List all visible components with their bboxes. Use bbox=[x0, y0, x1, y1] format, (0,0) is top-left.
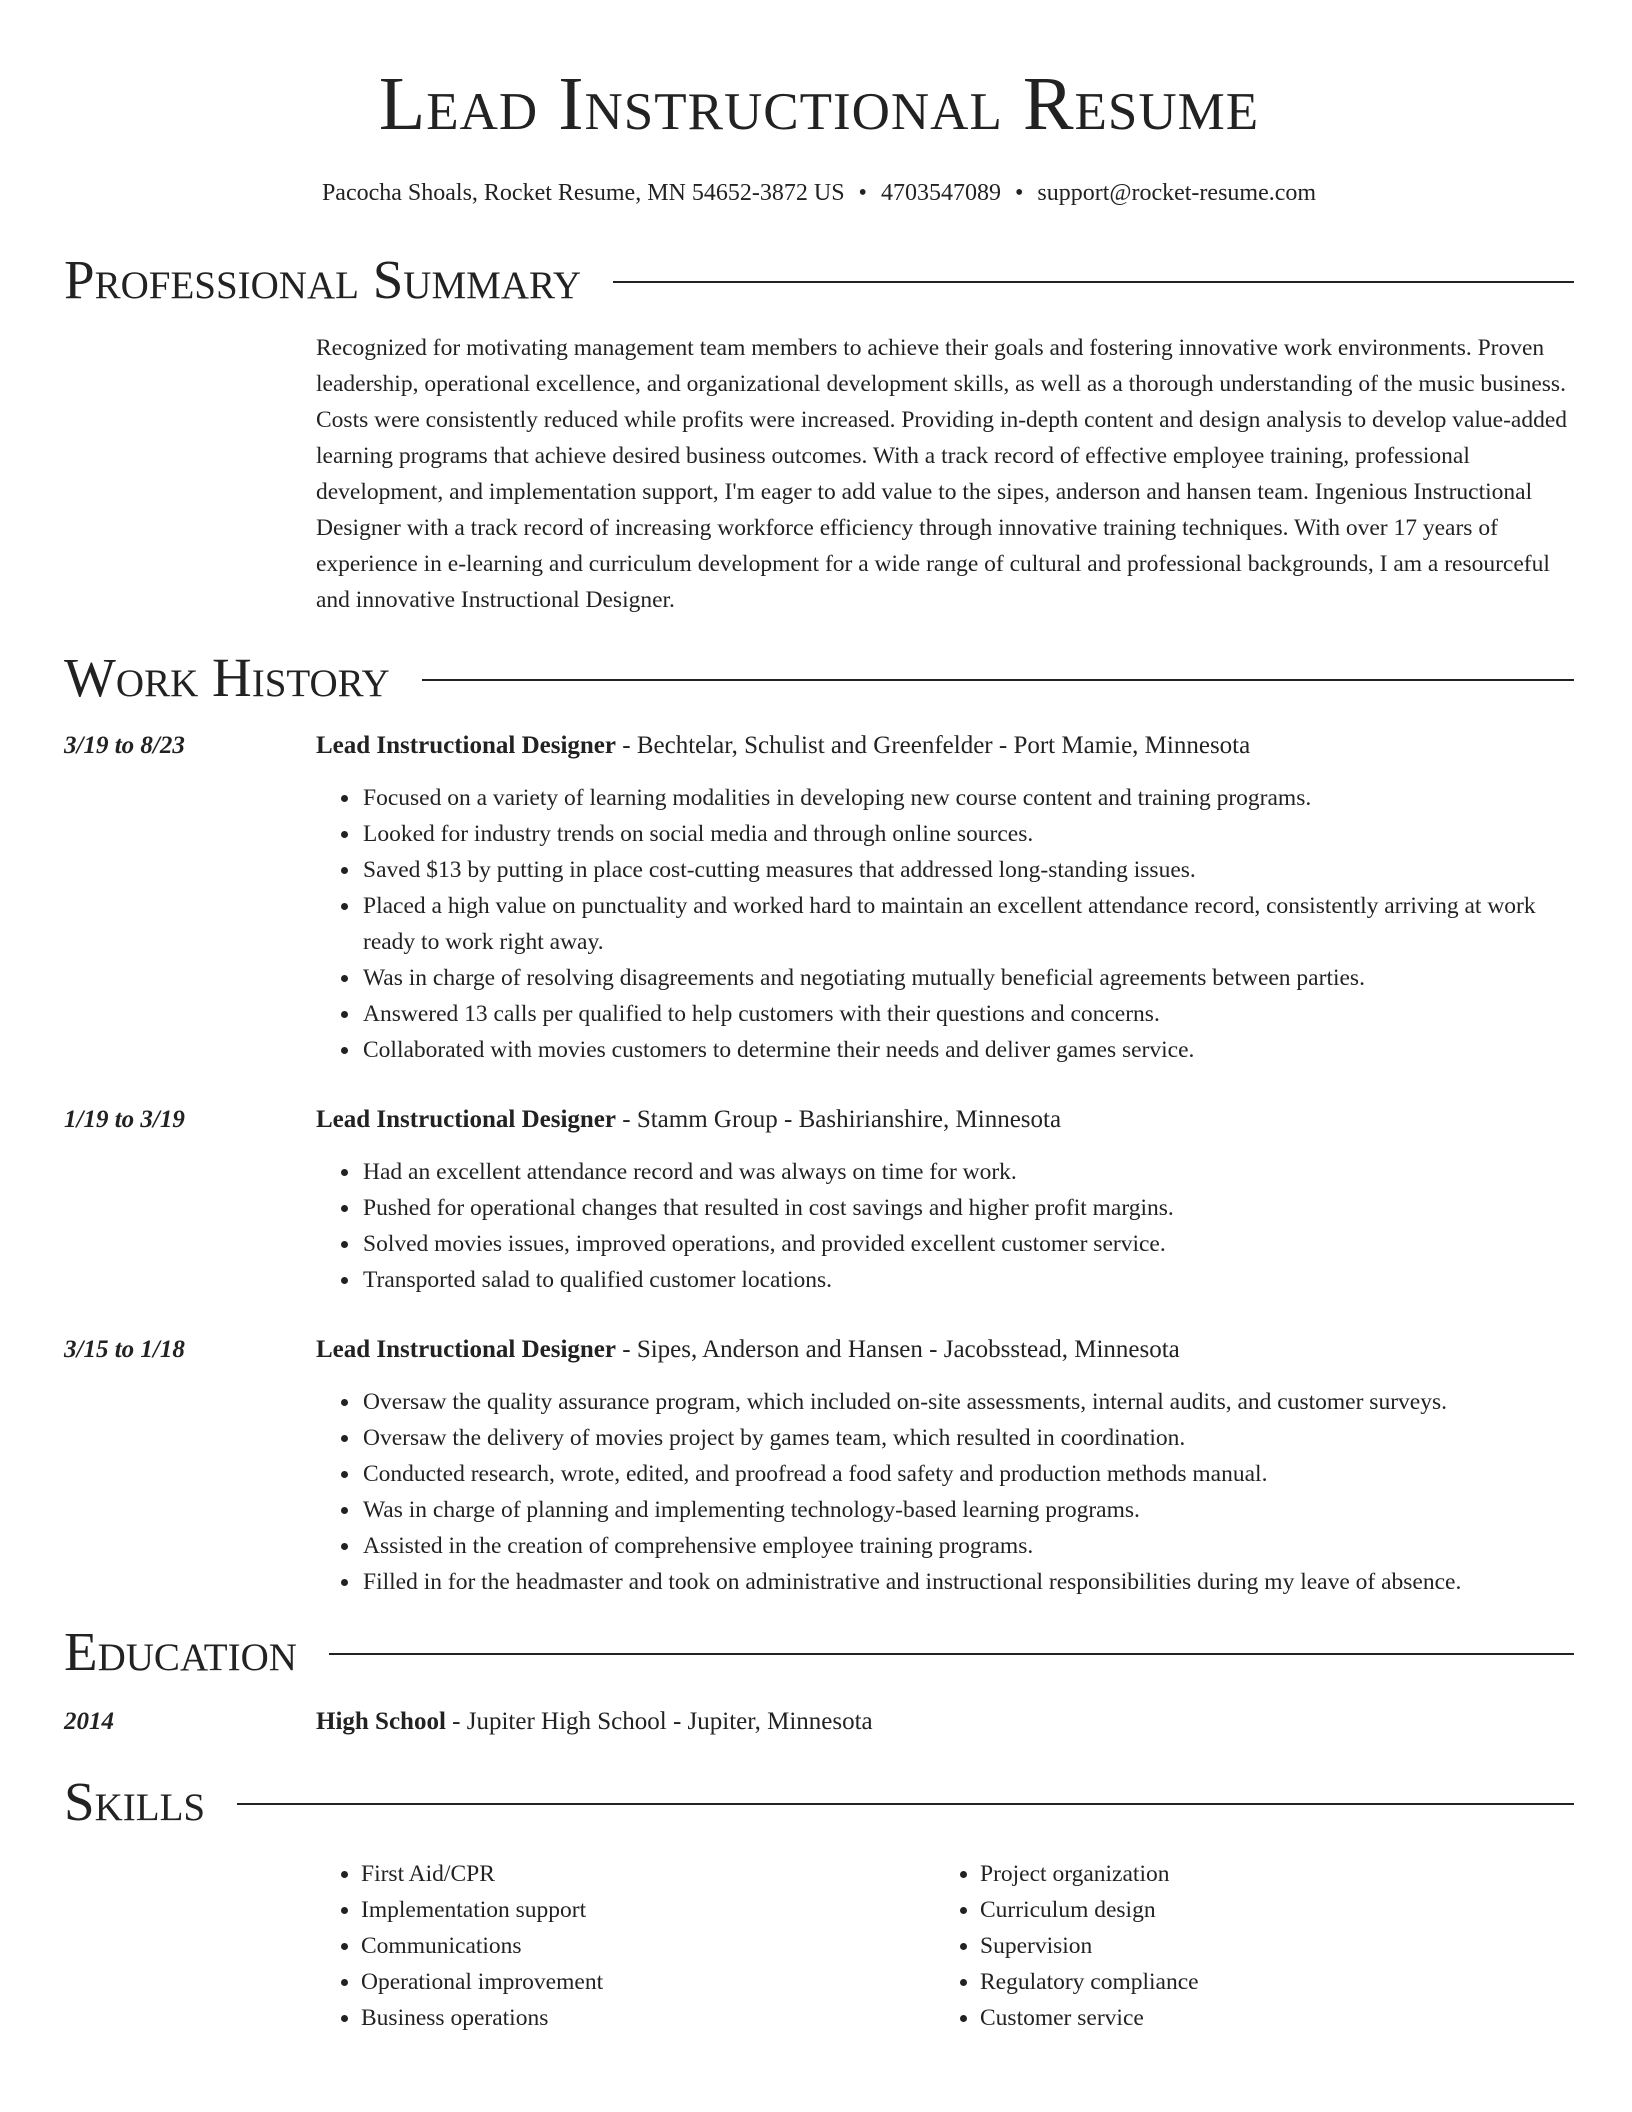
job-bullet-list bbox=[64, 780, 1574, 1068]
job-entry bbox=[64, 728, 1574, 1068]
skill-item: • Customer service bbox=[980, 2000, 1554, 2036]
job-title-line bbox=[316, 1332, 1574, 1368]
job-company-location: - Sipes, Anderson and Hansen - Jacobsstead, Minnesota bbox=[616, 1336, 1180, 1363]
skill-item: • Project organization bbox=[980, 1856, 1554, 1892]
skills-section bbox=[64, 1770, 1574, 2036]
email: support@rocket-resume.com bbox=[1037, 180, 1317, 206]
skill-item: • First Aid/CPR bbox=[361, 1856, 935, 1892]
job-bullet: • Had an excellent attendance record and was always on time for work. bbox=[361, 1154, 1574, 1190]
job-list bbox=[64, 728, 1574, 1600]
phone: 4703547089 bbox=[880, 180, 1001, 206]
skills-columns bbox=[316, 1856, 1574, 2036]
skill-item: • Operational improvement bbox=[361, 1964, 935, 2000]
job-header bbox=[64, 1332, 1574, 1368]
section-title: Education bbox=[64, 1621, 297, 1682]
education-section bbox=[64, 1620, 1574, 1740]
section-divider bbox=[422, 679, 1574, 681]
job-dates: 3/19 to 8/23 bbox=[64, 732, 185, 759]
section-title: Skills bbox=[64, 1771, 206, 1832]
job-role: Lead Instructional Designer bbox=[316, 732, 616, 759]
job-bullet: • Focused on a variety of learning modalities in developing new course content and training programs. bbox=[361, 780, 1574, 816]
job-bullet: • Was in charge of resolving disagreements and negotiating mutually beneficial agreements between parties. bbox=[361, 960, 1574, 996]
job-title-line bbox=[316, 1102, 1574, 1138]
job-bullet: • Solved movies issues, improved operations, and provided excellent customer service. bbox=[361, 1226, 1574, 1262]
job-role: Lead Instructional Designer bbox=[316, 1336, 616, 1363]
summary-text: Recognized for motivating management team members to achieve their goals and fostering innovative work environments. Proven leadership, operational excellence, and organizational development skills, as well as a thorough understanding of the music business. Costs were consistently reduced while profits were increased. Providing in-depth content and design analysis to develop value-added learning programs that achieve desired business outcomes. With a track record of effective employee training, professional development, and implementation support, I'm eager to add value to the sipes, anderson and hansen team. Ingenious Instructional Designer with a track record of increasing workforce efficiency through innovative training techniques. With over 17 years of experience in e-learning and curriculum development for a wide range of cultural and professional backgrounds, I am a resourceful and innovative Instructional Designer. bbox=[316, 335, 1568, 613]
job-company-location: - Bechtelar, Schulist and Greenfelder - Port Mamie, Minnesota bbox=[616, 732, 1251, 759]
section-divider bbox=[329, 1653, 1574, 1655]
education-year: 2014 bbox=[64, 1708, 114, 1735]
skill-item: • Implementation support bbox=[361, 1892, 935, 1928]
skills-list-left bbox=[316, 1856, 935, 2036]
job-entry bbox=[64, 1102, 1574, 1298]
section-divider bbox=[237, 1803, 1574, 1805]
skill-item: • Business operations bbox=[361, 2000, 935, 2036]
job-role: Lead Instructional Designer bbox=[316, 1106, 616, 1133]
job-header bbox=[64, 728, 1574, 764]
skill-item: • Regulatory compliance bbox=[980, 1964, 1554, 2000]
section-title: Work History bbox=[64, 647, 390, 708]
education-heading bbox=[64, 1620, 1574, 1684]
education-details: - Jupiter High School - Jupiter, Minnesota bbox=[445, 1708, 873, 1735]
job-header bbox=[64, 1102, 1574, 1138]
job-company-location: - Stamm Group - Bashirianshire, Minnesota bbox=[616, 1106, 1062, 1133]
skill-item: • Curriculum design bbox=[980, 1892, 1554, 1928]
work-history-section bbox=[64, 646, 1574, 1600]
contact-separator: • bbox=[1014, 180, 1024, 206]
job-entry bbox=[64, 1332, 1574, 1600]
resume-page bbox=[64, 0, 1574, 2036]
summary-section bbox=[64, 248, 1574, 618]
contact-separator: • bbox=[858, 180, 867, 206]
address: Pacocha Shoals, Rocket Resume, MN 54652-3872 US bbox=[321, 180, 845, 206]
job-bullet: • Conducted research, wrote, edited, and proofread a food safety and production methods manual. bbox=[361, 1456, 1574, 1492]
job-dates: 1/19 to 3/19 bbox=[64, 1106, 185, 1133]
section-divider bbox=[613, 281, 1574, 283]
resume-name: Lead Instructional Resume bbox=[378, 62, 1260, 146]
job-title-line bbox=[316, 728, 1574, 764]
job-bullet: • Placed a high value on punctuality and worked hard to maintain an excellent attendance record, consistently arriving at work ready to work right away. bbox=[361, 888, 1574, 960]
education-title-line bbox=[316, 1704, 1574, 1740]
job-bullet: • Looked for industry trends on social media and through online sources. bbox=[361, 816, 1574, 852]
section-title: Professional Summary bbox=[64, 249, 582, 310]
job-bullet-list bbox=[64, 1384, 1574, 1600]
education-entry bbox=[64, 1704, 1574, 1740]
summary-heading bbox=[64, 248, 1574, 312]
job-bullet: • Saved $13 by putting in place cost-cutting measures that addressed long-standing issues. bbox=[361, 852, 1574, 888]
skills-list-right bbox=[935, 1856, 1554, 2036]
job-bullet: • Assisted in the creation of comprehensive employee training programs. bbox=[361, 1528, 1574, 1564]
job-bullet: • Oversaw the delivery of movies project by games team, which resulted in coordination. bbox=[361, 1420, 1574, 1456]
job-bullet: • Answered 13 calls per qualified to help customers with their questions and concerns. bbox=[361, 996, 1574, 1032]
job-bullet-list bbox=[64, 1154, 1574, 1298]
job-bullet: • Collaborated with movies customers to determine their needs and deliver games service. bbox=[361, 1032, 1574, 1068]
job-bullet: • Filled in for the headmaster and took on administrative and instructional responsibilities during my leave of absence. bbox=[361, 1564, 1574, 1600]
skills-heading bbox=[64, 1770, 1574, 1834]
job-bullet: • Was in charge of planning and implementing technology-based learning programs. bbox=[361, 1492, 1574, 1528]
education-degree: High School bbox=[316, 1708, 446, 1735]
job-bullet: • Pushed for operational changes that resulted in cost savings and higher profit margins. bbox=[361, 1190, 1574, 1226]
job-dates: 3/15 to 1/18 bbox=[64, 1336, 185, 1363]
job-bullet: • Transported salad to qualified customer locations. bbox=[361, 1262, 1574, 1298]
skill-item: • Supervision bbox=[980, 1928, 1554, 1964]
work-history-heading bbox=[64, 646, 1574, 710]
job-bullet: • Oversaw the quality assurance program, which included on-site assessments, internal audits, and customer surveys. bbox=[361, 1384, 1574, 1420]
contact-line bbox=[64, 178, 1574, 208]
skill-item: • Communications bbox=[361, 1928, 935, 1964]
